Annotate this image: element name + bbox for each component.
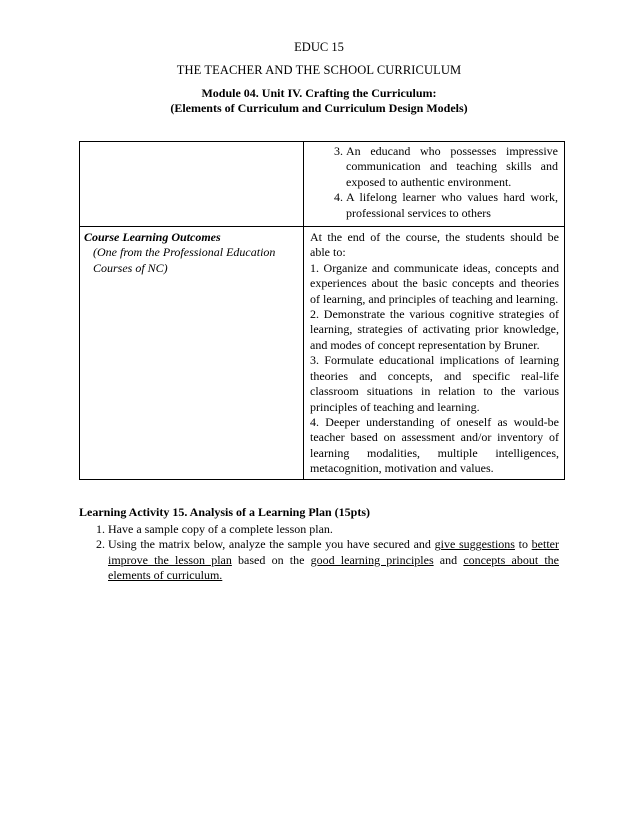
underlined-phrase: concepts about the elements of curriculum. [108, 552, 560, 583]
underlined-phrase: good learning principles [310, 552, 434, 567]
step-text: based on the [231, 552, 311, 567]
outcome-item: 3. Formulate educational implications of learning theories and concepts, and specific real-life classroom situations in relation to the various principles of teaching and learning. [310, 353, 559, 414]
course-code: EDUC 15 [294, 40, 344, 54]
table-row [80, 142, 565, 227]
outcomes-content-cell [304, 227, 565, 480]
underlined-phrase: better improve the lesson plan [108, 537, 559, 567]
activity-title: Learning Activity 15. Analysis of a Learning Plan (15pts) [79, 505, 371, 519]
module-heading: Module 04. Unit IV. Crafting the Curriculum: [201, 86, 437, 100]
outcomes-intro: At the end of the course, the students should be able to: [310, 230, 559, 260]
list-item [108, 522, 559, 537]
list-item [108, 537, 559, 583]
module-subheading: (Elements of Curriculum and Curriculum Design Models) [170, 101, 468, 115]
outcome-item: 4. Deeper understanding of oneself as would-be teacher based on assessment and/or inventory of learning modalities, multiple intelligences, metacognition, motivation and values. [310, 414, 559, 476]
step-text: and [433, 552, 464, 567]
course-outline-table [79, 141, 565, 480]
attribute-list [304, 144, 564, 221]
empty-label-cell [80, 142, 304, 227]
list-item: 4. A lifelong learner who values hard work, professional services to others [346, 190, 558, 221]
outcomes-label: Course Learning Outcomes [84, 230, 221, 245]
step-text: Using the matrix below, analyze the sample you have secured and [108, 537, 435, 552]
step-text: to [514, 537, 532, 552]
list-item: 3. An educand who possesses impressive communication and teaching skills and exposed to authentic environment. [346, 144, 558, 190]
outcomes-label-cell [80, 227, 304, 480]
outcomes-label-note: (One from the Professional Education Courses of NC) [93, 245, 276, 275]
underlined-phrase: give suggestions [434, 537, 515, 552]
step-text: Have a sample copy of a complete lesson plan. [108, 522, 333, 536]
graduate-attributes-cell [304, 142, 565, 227]
outcome-item: 2. Demonstrate the various cognitive strategies of learning, strategies of activating prior knowledge, and modes of concept representation by Bruner. [310, 307, 559, 352]
outcome-item: 1. Organize and communicate ideas, concepts and experiences about the basic concepts and theories of learning, and principles of teaching and learning. [310, 260, 559, 306]
course-title: THE TEACHER AND THE SCHOOL CURRICULUM [176, 63, 462, 77]
activity-steps [79, 522, 559, 584]
table-row [80, 227, 565, 480]
learning-activity [79, 505, 559, 584]
